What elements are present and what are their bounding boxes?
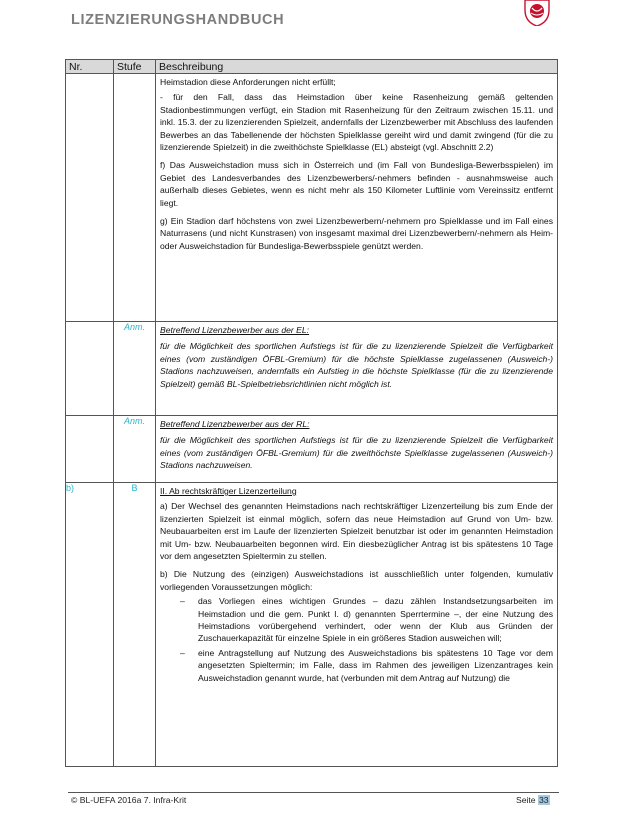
nr-cell <box>66 74 114 322</box>
note-text: für die Möglichkeit des sportlichen Aufstiegs ist für die zu lizenzierende Spielzeit die Verfügbarkeit eines (vom zuständigen ÖFBL-Gremium) für die zweithöchste Spielklasse zugelassenen (Ausweich-) Stadions nachzuweisen. <box>160 435 553 471</box>
page-number: 33 <box>538 795 549 805</box>
stufe-anm-label: Anm. <box>114 322 156 416</box>
paragraph: - für den Fall, dass das Heimstadion über keine Rasenheizung gemäß geltenden Stadionbestimmungen verfügt, ein Stadion mit Rasenheizung für den Zeitraum zwischen 15.11. und inkl. 15.3. der zu lizenzierenden Spielzeit, andernfalls der Lizenzbewerber mit Abschluss des laufenden Bewerbes an das Tabellenende der höchsten Spielklasse gereiht wird und damit zwingend (für die zu lizenzierende Spielzeit) in die zweithöchste Spielklasse (EL) absteigt (vgl. Abschnitt 2.2) <box>160 92 553 153</box>
note-heading: Betreffend Lizenzbewerber aus der RL: <box>160 419 310 429</box>
column-header-nr: Nr. <box>66 60 114 74</box>
league-logo <box>520 0 554 26</box>
page-header-title: LIZENZIERUNGSHANDBUCH <box>71 12 285 28</box>
table-row <box>66 483 558 767</box>
list-item <box>180 647 553 684</box>
section-heading: II. Ab rechtskräftiger Lizenzerteilung <box>160 486 297 496</box>
page-label: Seite <box>516 795 536 805</box>
paragraph: f) Das Ausweichstadion muss sich in Österreich und (im Fall von Bundesliga-Bewerbsspielen) im Gebiet des Landesverbandes des Lizenzbewerbers/-nehmers befinden - ausnahmsweise auch außerhalb dieses Gebietes, wenn es nicht mehr als 150 Kilometer Luftlinie vom Vereinssitz entfernt liegt. <box>160 160 553 208</box>
list-item-text: das Vorliegen eines wichtigen Grundes – dazu zählen Instandsetzungsarbeiten im Heimstadion und die gem. Punkt I. d) genannten Sperrtermine –, der eine Nutzung des Heimstadions vorübergehend verhindert, oder wenn der Klub aus Gründen der Zuschauerkapazität für einzelne Spiele in ein größeres Stadion ausweichen will; <box>198 596 553 644</box>
paragraph: Heimstadion diese Anforderungen nicht erfüllt; <box>160 77 336 87</box>
stufe-cell <box>114 74 156 322</box>
column-header-stufe: Stufe <box>114 60 156 74</box>
note-text: für die Möglichkeit des sportlichen Aufstiegs ist für die zu lizenzierende Spielzeit die Verfügbarkeit eines (vom zuständigen ÖFBL-Gremium) für die höchste Spielklasse zugelassenen (Ausweich-) Stadions nachzuweisen, andernfalls ein Aufstieg in die höchste Spielklasse (für die zu lizenzierende Spielzeit) gemäß BL-Spielbetriebsrichtlinien nicht möglich ist. <box>160 341 553 389</box>
license-criteria-table <box>65 59 558 767</box>
paragraph: b) Die Nutzung des (einzigen) Ausweichstadions ist ausschließlich unter folgenden, kumulativ vorliegenden Voraussetzungen möglich: <box>160 569 553 592</box>
list-item <box>180 595 553 645</box>
description-cell <box>156 416 558 483</box>
stufe-label: B <box>114 483 156 767</box>
nr-cell <box>66 322 114 416</box>
note-heading: Betreffend Lizenzbewerber aus der EL: <box>160 325 310 335</box>
description-cell <box>156 74 558 322</box>
nr-label: b) <box>66 483 114 767</box>
requirements-list <box>160 595 553 684</box>
table-row <box>66 74 558 322</box>
paragraph: a) Der Wechsel des genannten Heimstadions nach rechtskräftiger Lizenzerteilung bis zum Ende der lizenzierten Spielzeit ist einmal möglich, sofern das neue Heimstadion auf Grund von Um- bzw. Neubauarbeiten erst im Laufe der lizenzierten Spielzeit benutzbar ist oder im genannten Heimstadion mit Um- bzw. Neubauarbeiten begonnen wird. Ein diesbezüglicher Antrag ist bis spätestens 10 Tage vor dem angesetzten Spieltermin zu stellen. <box>160 501 553 562</box>
footer-page <box>516 795 550 805</box>
dash-bullet: – <box>180 647 185 658</box>
column-header-beschreibung: Beschreibung <box>156 60 558 74</box>
footer-copyright: © BL-UEFA 2016a 7. Infra-Krit <box>71 795 187 805</box>
table-row <box>66 416 558 483</box>
paragraph: g) Ein Stadion darf höchstens von zwei Lizenzbewerbern/-nehmern pro Spielklasse und im Fall eines Naturrasens (und nicht Kunstrasen) von insgesamt maximal drei Lizenzbewerbern/-nehmern als Heim- oder Ausweichstadion für Bundesliga-Bewerbsspiele genützt werden. <box>160 216 553 251</box>
table-header-row <box>66 60 558 74</box>
list-item-text: eine Antragstellung auf Nutzung des Ausweichstadions bis spätestens 10 Tage vor dem angesetzten Spieltermin; im Falle, dass im Rahmen des jeweiligen Lizenzantrages kein Ausweichstadion genannt wurde, hat (verbunden mit dem Antrag auf Nutzung) die <box>198 647 553 683</box>
description-cell <box>156 322 558 416</box>
description-cell <box>156 483 558 767</box>
dash-bullet: – <box>180 596 185 607</box>
nr-cell <box>66 416 114 483</box>
stufe-anm-label: Anm. <box>114 416 156 483</box>
table-row <box>66 322 558 416</box>
footer-divider <box>68 792 559 793</box>
